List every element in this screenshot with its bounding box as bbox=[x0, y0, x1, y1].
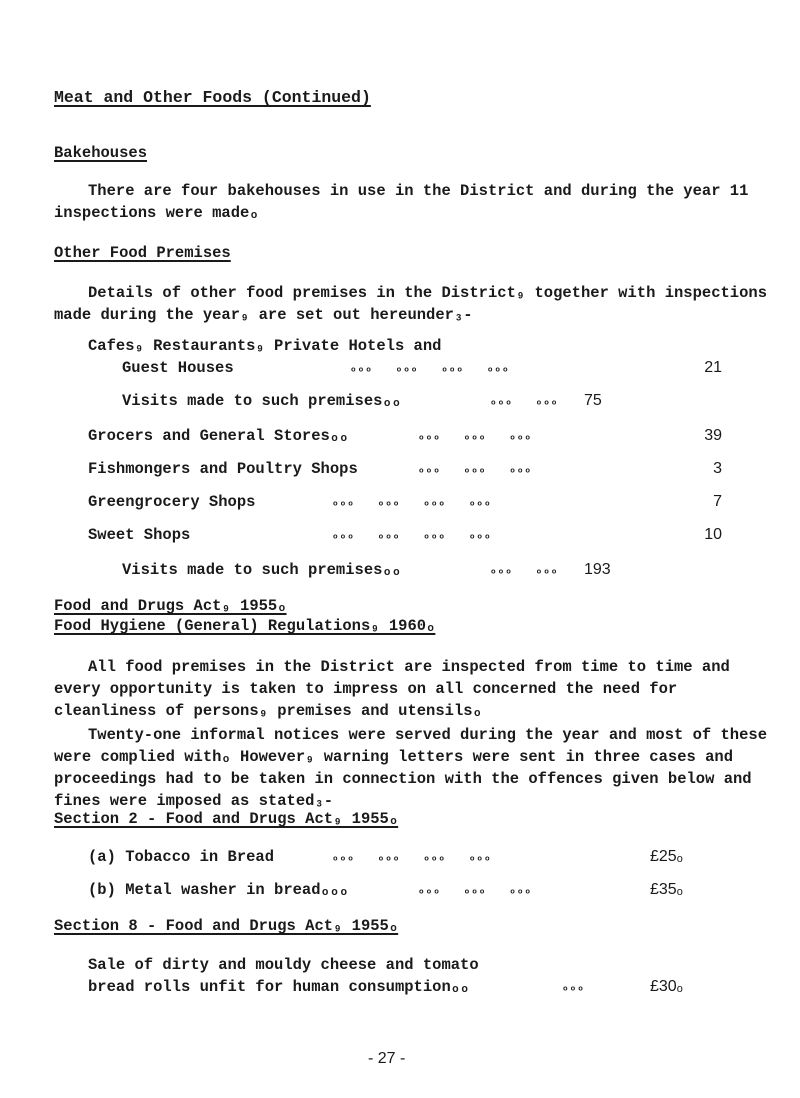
premises-row-value: 75 bbox=[584, 392, 602, 409]
section-8-heading: Section 8 - Food and Drugs Act₉ 1955ₒ bbox=[54, 917, 399, 935]
offence-label: (b) Metal washer in breadₒₒₒ bbox=[88, 881, 349, 899]
premises-row bbox=[122, 392, 722, 414]
leader-dots: ₒₒₒ ₒₒₒ ₒₒₒ bbox=[418, 431, 533, 443]
offence-label: (a) Tobacco in Bread bbox=[88, 848, 275, 866]
act-heading-food-hygiene: Food Hygiene (General) Regulations₉ 1960ₒ bbox=[54, 617, 436, 635]
other-food-premises-paragraph: Details of other food premises in the District₉ together with inspections made during the year₉ are set out hereunder₃- bbox=[54, 284, 768, 324]
offence-row bbox=[88, 848, 708, 870]
premises-row-value: 3 bbox=[713, 460, 722, 477]
premises-row bbox=[122, 359, 722, 381]
fine-amount: £30ₒ bbox=[650, 978, 683, 995]
leader-dots: ₒₒₒ ₒₒₒ bbox=[490, 396, 559, 408]
leader-dots: ₒₒₒ ₒₒₒ ₒₒₒ ₒₒₒ bbox=[332, 852, 492, 864]
premises-row-value: 39 bbox=[704, 427, 722, 444]
leader-dots: ₒₒₒ ₒₒₒ ₒₒₒ ₒₒₒ bbox=[332, 497, 492, 509]
bakehouses-paragraph: There are four bakehouses in use in the District and during the year 11 inspections were madeₒ bbox=[54, 182, 749, 222]
leader-dots: ₒₒₒ ₒₒₒ ₒₒₒ ₒₒₒ bbox=[332, 530, 492, 542]
premises-row bbox=[122, 561, 722, 583]
page-number: - 27 - bbox=[368, 1050, 406, 1067]
premises-row bbox=[88, 526, 722, 548]
leader-dots: ₒₒₒ ₒₒₒ bbox=[490, 565, 559, 577]
leader-dots: ₒₒₒ ₒₒₒ ₒₒₒ bbox=[418, 885, 533, 897]
premises-row-label: Guest Houses bbox=[122, 359, 234, 377]
premises-row bbox=[88, 460, 722, 482]
premises-row-label: Visits made to such premisesₒₒ bbox=[122, 561, 402, 579]
leader-dots: ₒₒₒ bbox=[562, 982, 585, 994]
leader-dots: ₒₒₒ ₒₒₒ ₒₒₒ bbox=[418, 464, 533, 476]
section-title: Meat and Other Foods (Continued) bbox=[54, 88, 371, 107]
premises-row bbox=[88, 427, 722, 449]
premises-row bbox=[88, 493, 722, 515]
fine-amount: £35ₒ bbox=[650, 881, 683, 898]
fine-amount: £25ₒ bbox=[650, 848, 683, 865]
notices-paragraph: Twenty-one informal notices were served during the year and most of these were complied withₒ However₉ warning letters were sent in three cases and proceedings had to be taken in connection with the offences given below and fines were imposed as stated₃- bbox=[54, 726, 768, 810]
offence-label: bread rolls unfit for human consumptionₒₒ bbox=[88, 978, 470, 996]
inspection-paragraph: All food premises in the District are inspected from time to time and every opportunity is taken to impress on all concerned the need for cleanliness of persons₉ premises and utensilsₒ bbox=[54, 658, 730, 720]
premises-row-label: Grocers and General Storesₒₒ bbox=[88, 427, 349, 445]
premises-row-label-line1: Cafes₉ Restaurants₉ Private Hotels and bbox=[88, 337, 442, 355]
premises-row-label: Visits made to such premisesₒₒ bbox=[122, 392, 402, 410]
offence-row bbox=[88, 881, 708, 903]
leader-dots: ₒₒₒ ₒₒₒ ₒₒₒ ₒₒₒ bbox=[350, 363, 510, 375]
premises-row-label: Fishmongers and Poultry Shops bbox=[88, 460, 358, 478]
offence-label-line1: Sale of dirty and mouldy cheese and tomato bbox=[88, 956, 479, 974]
premises-row-value: 193 bbox=[584, 561, 611, 578]
premises-row-label: Sweet Shops bbox=[88, 526, 191, 544]
premises-row-value: 21 bbox=[704, 359, 722, 376]
other-food-premises-heading: Other Food Premises bbox=[54, 244, 231, 262]
premises-row-value: 7 bbox=[713, 493, 722, 510]
bakehouses-heading: Bakehouses bbox=[54, 144, 148, 162]
act-heading-food-drugs: Food and Drugs Act₉ 1955ₒ bbox=[54, 597, 287, 615]
offence-row bbox=[88, 978, 708, 1000]
section-2-heading: Section 2 - Food and Drugs Act₉ 1955ₒ bbox=[54, 810, 399, 828]
premises-row-label: Greengrocery Shops bbox=[88, 493, 256, 511]
premises-row-value: 10 bbox=[704, 526, 722, 543]
